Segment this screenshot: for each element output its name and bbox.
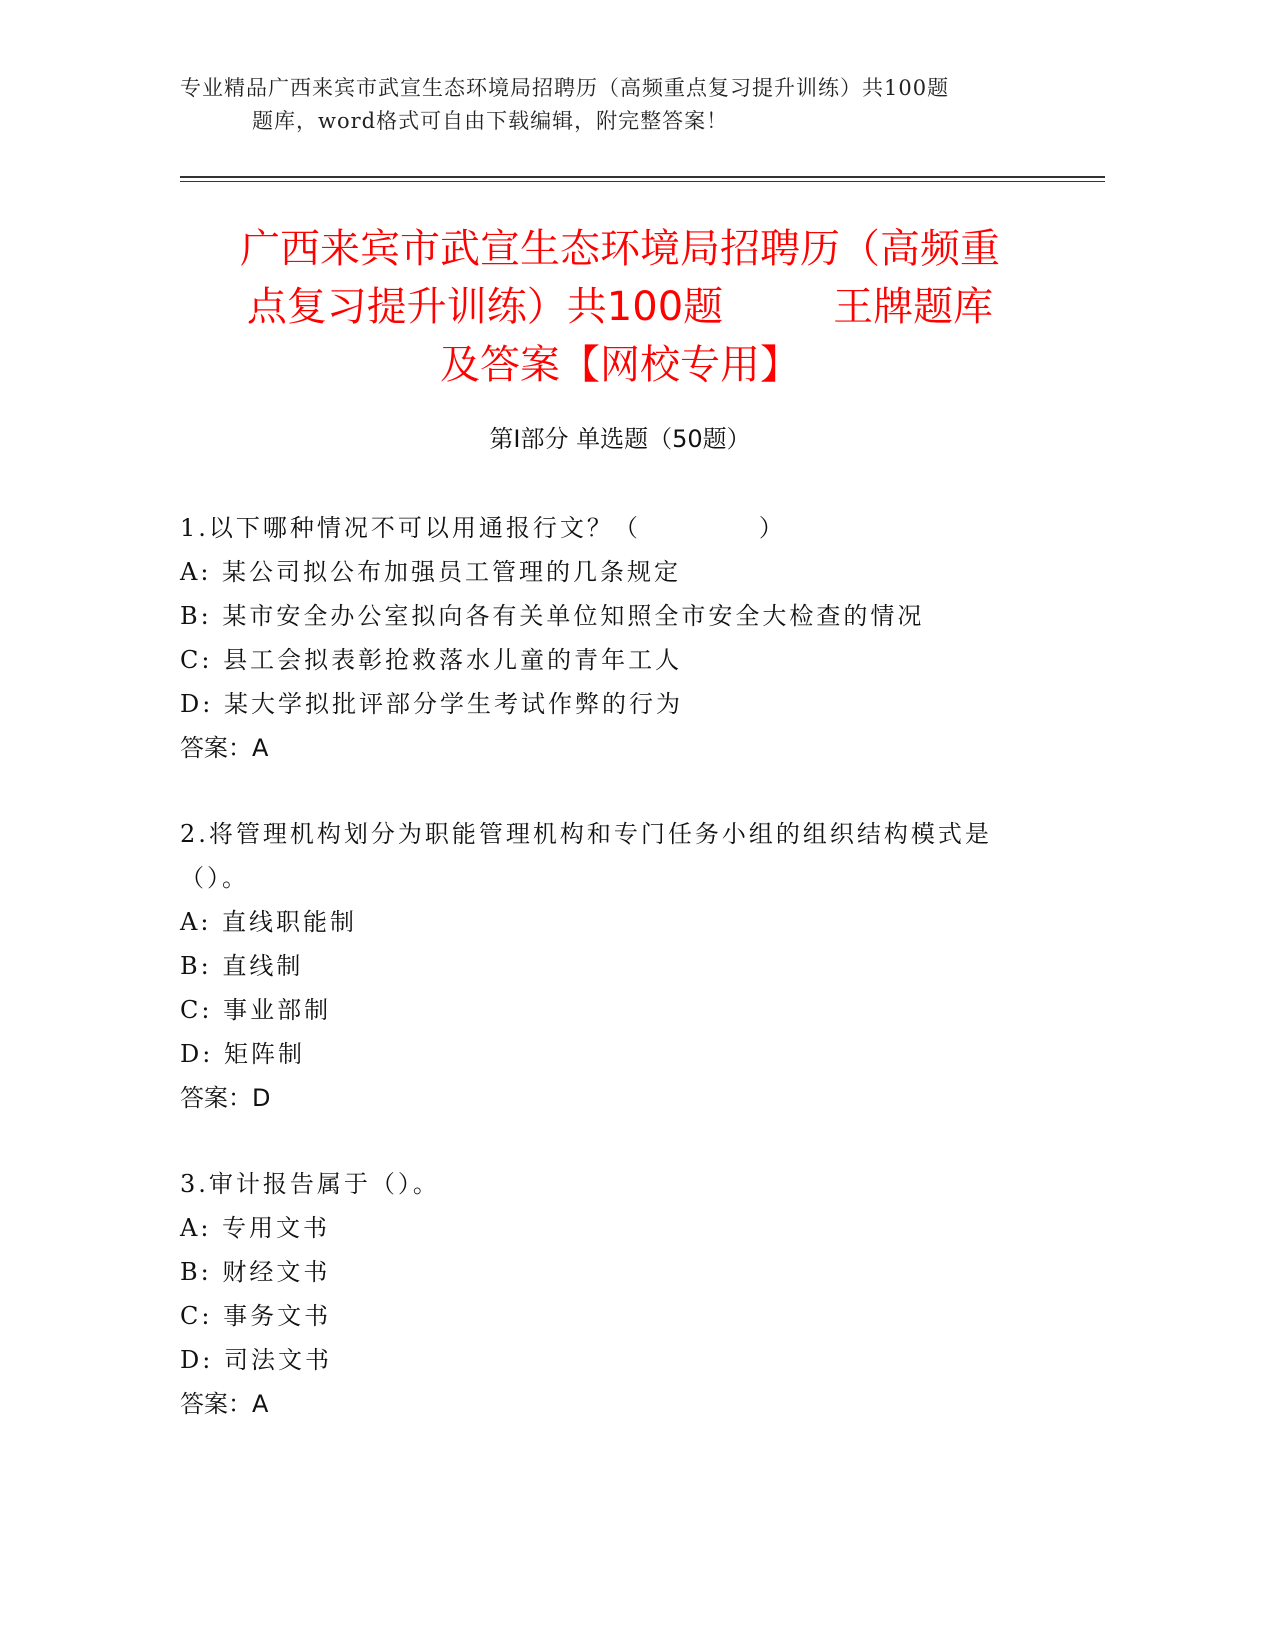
header-line-1: 专业精品广西来宾市武宣生态环境局招聘历（高频重点复习提升训练）共100题 [180,76,950,100]
question-list [180,506,1060,1468]
question-stem: 3.审计报告属于（）。 [180,1170,440,1198]
answer: 答案：D [180,1084,271,1112]
title-line-2-part-2: 王牌题库 [833,284,994,330]
header-line-2: 题库，word格式可自由下载编辑，附完整答案！ [252,109,729,133]
section-title: 第I部分 单选题（50题） [489,425,751,453]
option-a: A: 直线职能制 [180,908,358,936]
question-stem: 2.将管理机构划分为职能管理机构和专门任务小组的组织结构模式是 [180,820,992,848]
question-stem-continued: （）。 [180,864,249,892]
question-1 [180,506,1060,770]
question-stem-end: ） [758,514,786,542]
option-b: B: 财经文书 [180,1258,331,1286]
option-c: C: 县工会拟表彰抢救落水儿童的青年工人 [180,646,683,674]
header-rule-thick [180,176,1105,178]
question-3 [180,1162,1060,1426]
option-c: C: 事业部制 [180,996,332,1024]
option-c: C: 事务文书 [180,1302,332,1330]
page-header [180,72,1040,138]
option-d: D: 某大学拟批评部分学生考试作弊的行为 [180,690,683,718]
document-title [180,220,1060,394]
title-line-1: 广西来宾市武宣生态环境局招聘历（高频重 [240,226,1000,272]
option-b: B: 直线制 [180,952,304,980]
question-stem [180,506,1060,550]
title-line-2-part-1: 点复习提升训练）共100题 [246,284,724,330]
option-d: D: 矩阵制 [180,1040,305,1068]
title-line-3: 及答案【网校专用】 [440,342,800,388]
answer: 答案：A [180,1390,269,1418]
option-d: D: 司法文书 [180,1346,332,1374]
question-stem-text: 1.以下哪种情况不可以用通报行文？（ [180,514,641,542]
option-b: B: 某市安全办公室拟向各有关单位知照全市安全大检查的情况 [180,602,925,630]
option-a: A: 专用文书 [180,1214,331,1242]
header-rule-thin [180,181,1105,182]
answer: 答案：A [180,734,269,762]
question-2 [180,812,1060,1120]
option-a: A: 某公司拟公布加强员工管理的几条规定 [180,558,682,586]
title-line-2 [180,278,1060,336]
